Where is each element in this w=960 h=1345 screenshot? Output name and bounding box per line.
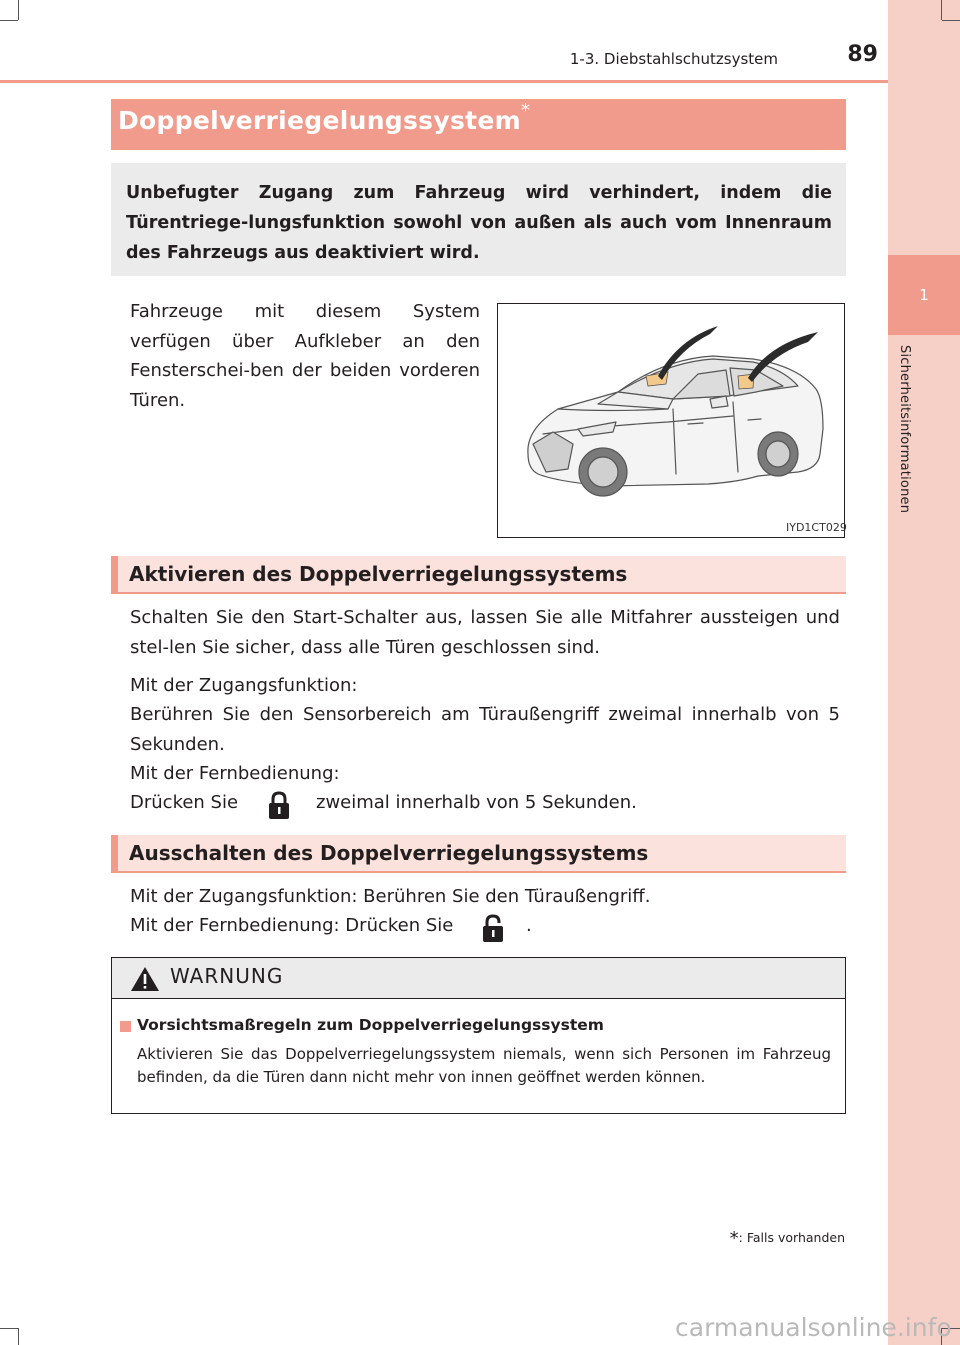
footnote	[720, 1228, 845, 1249]
heading-accent-bar	[111, 835, 118, 871]
access-function-text: Berühren Sie den Sensorbereich am Türaußengriff zweimal innerhalb von 5 Sekunden.	[130, 704, 840, 755]
page-title-text: Doppelverriegelungssystem	[118, 106, 521, 135]
bullet-square-icon	[120, 1021, 131, 1032]
crop-mark	[18, 0, 19, 20]
section-heading-text: Aktivieren des Doppelverriegelungssystems	[129, 562, 628, 586]
warning-triangle-icon	[130, 966, 160, 996]
warning-item-text: Aktivieren Sie das Doppelverriegelungssystem niemals, wenn sich Personen im Fahrzeug befinden, da die Türen dann nicht mehr von innen geöffnet werden können.	[137, 1045, 831, 1086]
section-heading-activate	[111, 556, 846, 594]
access-function-heading: Mit der Zugangsfunktion:	[130, 675, 358, 696]
crop-mark	[18, 1328, 19, 1345]
crop-mark	[0, 20, 18, 21]
crop-mark	[0, 1328, 18, 1329]
chapter-label-text: Sicherheitsinformationen	[897, 345, 912, 514]
page-title	[118, 100, 531, 135]
car-illustration	[497, 303, 845, 538]
press-text-before: Drücken Sie	[130, 792, 239, 813]
crop-mark	[942, 20, 960, 21]
warning-item-title: Vorsichtsmaßregeln zum Doppelverriegelungssystem	[137, 1016, 604, 1034]
activate-paragraph: Schalten Sie den Start-Schalter aus, lassen Sie alle Mitfahrer aussteigen und stel-len Sie sicher, dass alle Türen geschlossen sind.	[130, 607, 840, 658]
section-heading-deactivate	[111, 835, 846, 873]
section-heading-text: Ausschalten des Doppelverriegelungssystems	[129, 841, 649, 865]
unlock-icon	[480, 913, 506, 947]
remote-control-heading: Mit der Fernbedienung:	[130, 763, 340, 784]
header-section-title: 1-3. Diebstahlschutzsystem	[569, 50, 778, 68]
sticker-paragraph: Fahrzeuge mit diesem System verfügen über Aufkleber an den Fensterschei-ben der beiden vorderen Türen.	[130, 301, 480, 411]
deactivate-remote-text: Mit der Fernbedienung: Drücken Sie	[130, 915, 454, 936]
figure-code: IYD1CT029	[786, 521, 847, 534]
intro-text: Unbefugter Zugang zum Fahrzeug wird verhindert, indem die Türentriege-lungsfunktion sowohl von außen als auch vom Innenraum des Fahrzeugs aus deaktiviert wird.	[126, 183, 832, 263]
watermark[interactable]: carmanualsonline.info	[675, 1313, 952, 1342]
chapter-side-tab	[888, 0, 960, 1345]
lock-icon	[266, 790, 292, 824]
deactivate-remote-end: .	[526, 915, 532, 936]
heading-accent-bar	[111, 556, 118, 592]
car-drawing	[498, 304, 844, 537]
deactivate-access-text: Mit der Zugangsfunktion: Berühren Sie den Türaußengriff.	[130, 886, 651, 907]
press-text-after: zweimal innerhalb von 5 Sekunden.	[316, 792, 637, 813]
footnote-text: : Falls vorhanden	[738, 1230, 845, 1245]
footnote-marker: *	[729, 1228, 739, 1249]
header-divider	[0, 80, 888, 83]
warning-title: WARNUNG	[170, 964, 284, 988]
crop-mark	[941, 0, 942, 20]
page-number: 89	[847, 42, 878, 67]
footnote-marker: *	[520, 100, 531, 121]
chapter-number[interactable]: 1	[888, 255, 960, 335]
chapter-label	[868, 345, 948, 545]
